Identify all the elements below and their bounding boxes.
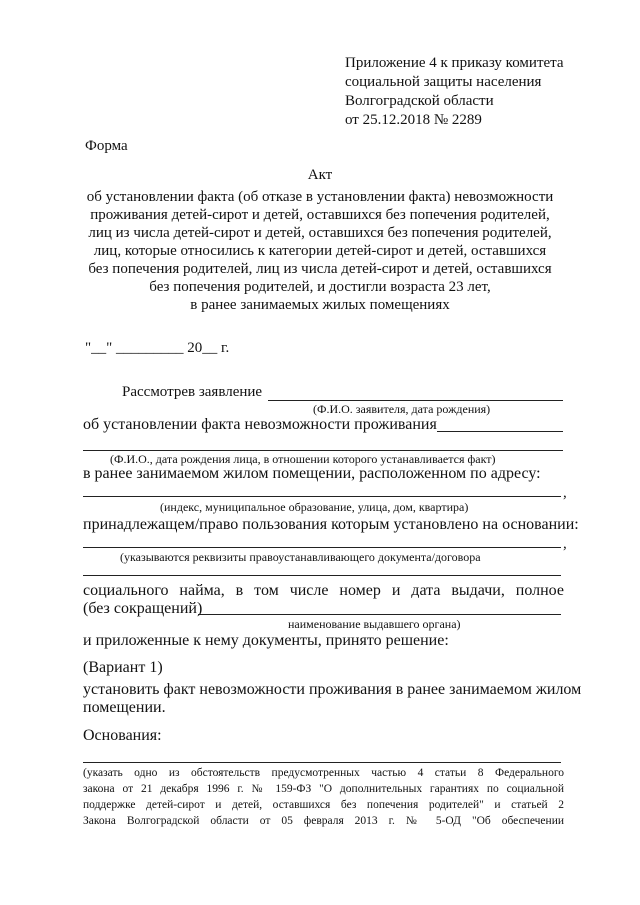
footnote-line-3: [83, 798, 564, 812]
hint-person: (Ф.И.О., дата рождения лица, в отношении которого устанавливается факт): [110, 452, 496, 466]
word: том: [254, 582, 279, 599]
title-line-3: лиц из числа детей-сирот и детей, оставшихся без попечения родителей,: [88, 225, 552, 241]
form-label: Форма: [85, 138, 128, 154]
footnote-line-4: [83, 814, 564, 828]
footnote-text-2: закона от 21 декабря 1996 г. № 159-ФЗ "О дополнительных гарантиях по социальной: [83, 783, 564, 795]
footnote-text-4: Закона Волгоградской области от 05 февраля 2013 г. № 5-ОД "Об обеспечении: [83, 815, 564, 827]
footnote-line-2: [83, 782, 564, 796]
footnote-text-1: (указать одно из обстоятельств предусмотренных частью 4 статьи 8 Федерального: [83, 767, 564, 779]
hint-address: (индекс, муниципальное образование, улица, дом, квартира): [160, 500, 469, 514]
hint-org: наименование выдавшего органа): [288, 617, 461, 631]
word: социального: [83, 582, 169, 599]
word: полное: [515, 582, 564, 599]
address-field-line[interactable]: [83, 496, 561, 497]
hint-docs: (указываются реквизиты правоустанавливающего документа/договора: [120, 550, 481, 564]
fact-field-line[interactable]: [437, 431, 563, 432]
person-field-line[interactable]: [83, 450, 563, 451]
word: числе: [289, 582, 329, 599]
applicant-field-line[interactable]: [268, 400, 563, 401]
considered-label: Рассмотрев заявление: [122, 384, 263, 400]
word: дата: [411, 582, 441, 599]
header-line-2: социальной защиты населения: [345, 74, 542, 90]
establish-text-1: установить факт невозможности проживания в ранее занимаемом жилом: [83, 681, 582, 698]
header-line-1: Приложение 4 к приказу комитета: [345, 55, 564, 71]
owned-label: принадлежащем/право пользования которым установлено на основании:: [83, 516, 579, 533]
attached-label: и приложенные к нему документы, принято решение:: [83, 632, 449, 649]
title-line-7: в ранее занимаемых жилых помещениях: [190, 297, 450, 313]
footnote-text-3: поддержке детей-сирот и детей, оставшихся без попечения родителей" и статьей 2: [83, 799, 564, 811]
docs-field-line[interactable]: [83, 575, 561, 576]
title-act: Акт: [307, 167, 333, 183]
word: номер: [339, 582, 381, 599]
in-premises-label: в ранее занимаемом жилом помещении, расположенном по адресу:: [83, 465, 541, 482]
grounds-label: Основания:: [83, 727, 162, 744]
title-line-5: без попечения родителей, лиц из числа детей-сирот и детей, оставшихся: [88, 261, 552, 277]
date-line: "__" _________ 20__ г.: [85, 340, 230, 356]
establish-line-1: [83, 680, 582, 699]
social-rent-line: [83, 581, 564, 600]
word: и: [391, 582, 401, 599]
hint-applicant: (Ф.И.О. заявителя, дата рождения): [313, 402, 491, 416]
header-line-4: от 25.12.2018 № 2289: [345, 112, 482, 128]
establish-line-2: помещении.: [83, 699, 166, 716]
basis-comma: ,: [563, 536, 567, 552]
word: найма,: [179, 582, 225, 599]
footnote-line-1: [83, 766, 564, 780]
title-line-6: без попечения родителей, и достигли возраста 23 лет,: [149, 279, 491, 295]
word: выдачи,: [451, 582, 505, 599]
basis-field-line[interactable]: [83, 547, 561, 548]
title-line-2: проживания детей-сирот и детей, оставшихся без попечения родителей,: [90, 207, 550, 223]
word: в: [235, 582, 244, 599]
header-line-3: Волгоградской области: [345, 93, 494, 109]
grounds-field-line[interactable]: [83, 762, 561, 763]
no-abbrev-label: (без сокращений): [83, 600, 203, 617]
variant-label: (Вариант 1): [83, 659, 163, 676]
org-field-line[interactable]: [198, 614, 561, 615]
about-fact-label: об установлении факта невозможности проживания: [83, 416, 437, 433]
title-line-4: лиц, которые относились к категории детей-сирот и детей, оставшихся: [93, 243, 547, 259]
address-comma: ,: [563, 485, 567, 501]
title-line-1: об установлении факта (об отказе в установлении факта) невозможности: [86, 189, 554, 205]
